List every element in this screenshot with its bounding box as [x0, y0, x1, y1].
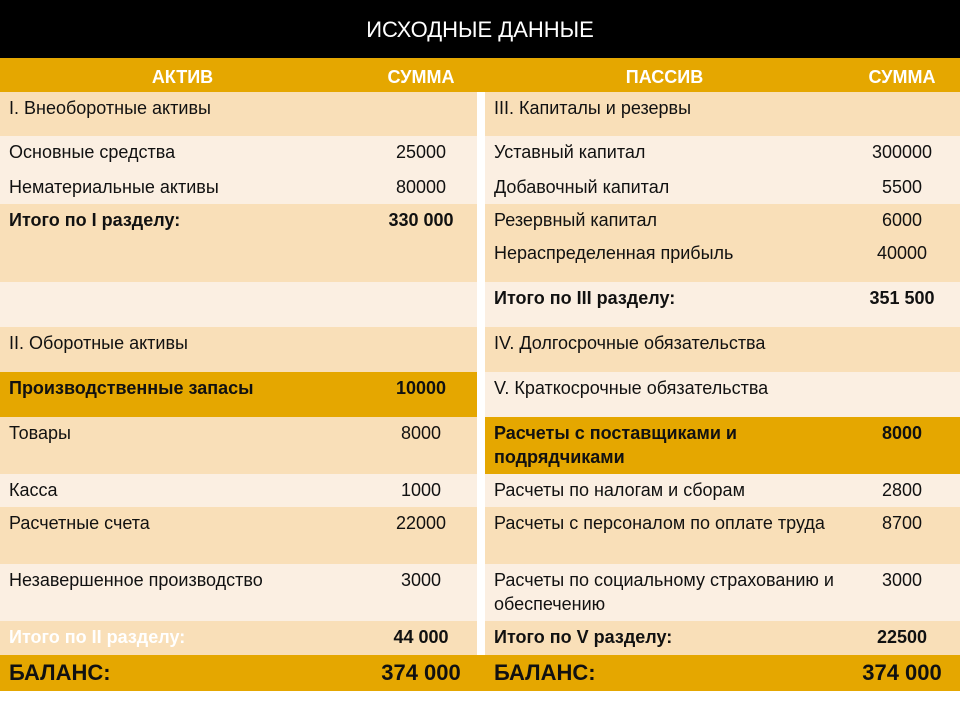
active-label: Итого по II разделу: [0, 621, 365, 655]
column-gap [477, 621, 485, 655]
column-gap [477, 58, 485, 92]
active-label: I. Внеоборотные активы [0, 92, 365, 136]
passive-label: Расчеты с персоналом по оплате труда [485, 507, 844, 564]
passive-value: 22500 [844, 621, 960, 655]
active-value: 8000 [365, 417, 477, 474]
passive-value [844, 327, 960, 372]
active-value: 25000 [365, 136, 477, 171]
passive-label: Уставный капитал [485, 136, 844, 171]
passive-label: Итого по V разделу: [485, 621, 844, 655]
table-row [0, 417, 960, 474]
active-label: Нематериальные активы [0, 171, 365, 204]
table-row [0, 204, 960, 237]
header-sum-passive: СУММА [844, 58, 960, 92]
table-row [0, 621, 960, 655]
active-label [0, 237, 365, 282]
passive-label: Добавочный капитал [485, 171, 844, 204]
active-label: Расчетные счета [0, 507, 365, 564]
active-label [0, 282, 365, 327]
column-gap [477, 474, 485, 507]
active-label: Производственные запасы [0, 372, 365, 417]
table-row [0, 136, 960, 171]
header-sum-active: СУММА [365, 58, 477, 92]
passive-label: Расчеты по налогам и сборам [485, 474, 844, 507]
active-label: Товары [0, 417, 365, 474]
balance-passive-label: БАЛАНС: [485, 655, 844, 691]
column-gap [477, 417, 485, 474]
passive-value: 351 500 [844, 282, 960, 327]
balance-table [0, 58, 960, 691]
column-gap [477, 282, 485, 327]
passive-label: III. Капиталы и резервы [485, 92, 844, 136]
table-header-row [0, 58, 960, 92]
active-value: 44 000 [365, 621, 477, 655]
passive-label: Расчеты по социальному страхованию и обеспечению [485, 564, 844, 621]
passive-value: 3000 [844, 564, 960, 621]
passive-label: V. Краткосрочные обязательства [485, 372, 844, 417]
active-label: Касса [0, 474, 365, 507]
column-gap [477, 237, 485, 282]
column-gap [477, 372, 485, 417]
passive-label: Расчеты с поставщиками и подрядчиками [485, 417, 844, 474]
active-value: 330 000 [365, 204, 477, 237]
column-gap [477, 92, 485, 136]
passive-value: 2800 [844, 474, 960, 507]
active-label: Итого по I разделу: [0, 204, 365, 237]
balance-active-label: БАЛАНС: [0, 655, 365, 691]
column-gap [477, 327, 485, 372]
passive-value [844, 92, 960, 136]
passive-value: 5500 [844, 171, 960, 204]
table-row [0, 327, 960, 372]
table-row [0, 282, 960, 327]
header-active: АКТИВ [0, 58, 365, 92]
table-row [0, 564, 960, 621]
table-row [0, 237, 960, 282]
passive-label: Итого по III разделу: [485, 282, 844, 327]
active-value [365, 327, 477, 372]
passive-value [844, 372, 960, 417]
column-gap [477, 171, 485, 204]
column-gap [477, 655, 485, 691]
passive-label: Нераспределенная прибыль [485, 237, 844, 282]
active-value [365, 282, 477, 327]
table-row [0, 171, 960, 204]
passive-value: 8700 [844, 507, 960, 564]
column-gap [477, 564, 485, 621]
column-gap [477, 507, 485, 564]
table-row [0, 92, 960, 136]
passive-value: 8000 [844, 417, 960, 474]
active-value [365, 92, 477, 136]
column-gap [477, 136, 485, 171]
active-value: 3000 [365, 564, 477, 621]
header-passive: ПАССИВ [485, 58, 844, 92]
passive-label: IV. Долгосрочные обязательства [485, 327, 844, 372]
active-value: 1000 [365, 474, 477, 507]
active-value [365, 237, 477, 282]
balance-passive-value: 374 000 [844, 655, 960, 691]
balance-row [0, 655, 960, 691]
table-row [0, 474, 960, 507]
column-gap [477, 204, 485, 237]
balance-active-value: 374 000 [365, 655, 477, 691]
active-value: 10000 [365, 372, 477, 417]
table-row [0, 507, 960, 564]
passive-label: Резервный капитал [485, 204, 844, 237]
active-label: Основные средства [0, 136, 365, 171]
passive-value: 300000 [844, 136, 960, 171]
active-label: II. Оборотные активы [0, 327, 365, 372]
passive-value: 40000 [844, 237, 960, 282]
page-title: ИСХОДНЫЕ ДАННЫЕ [0, 0, 960, 58]
active-value: 22000 [365, 507, 477, 564]
active-value: 80000 [365, 171, 477, 204]
table-row [0, 372, 960, 417]
active-label: Незавершенное производство [0, 564, 365, 621]
passive-value: 6000 [844, 204, 960, 237]
